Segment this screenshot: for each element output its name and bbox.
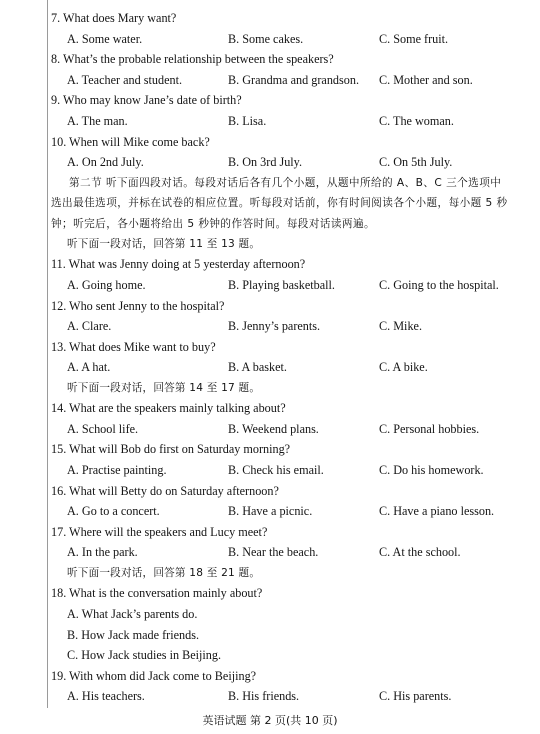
- option-a: A. What Jack’s parents do.: [67, 607, 198, 621]
- options-8: [51, 70, 531, 91]
- question-7: 7. What does Mary want?: [51, 11, 177, 25]
- option-b: B. Grandma and grandson.: [228, 72, 359, 87]
- option-b: B. Have a picnic.: [228, 504, 313, 519]
- left-margin-rule: [47, 0, 48, 708]
- option-a: A. On 2nd July.: [67, 155, 144, 170]
- option-c: C. On 5th July.: [379, 155, 453, 170]
- option-b: B. His friends.: [228, 689, 300, 704]
- question-13: 13. What does Mike want to buy?: [51, 339, 216, 354]
- options-14: [51, 419, 531, 440]
- option-c: C. A bike.: [379, 360, 428, 375]
- options-16: [51, 501, 531, 522]
- option-c: C. Have a piano lesson.: [379, 504, 495, 519]
- question-12: 12. Who sent Jenny to the hospital?: [51, 298, 225, 313]
- option-a: A. Practise painting.: [67, 463, 167, 478]
- section-2-line-2: 选出最佳选项，并标在试卷的相应位置。听每段对话前，你有时间阅读各个小题，每小题 5 秒: [51, 197, 508, 210]
- question-9: 9. Who may know Jane’s date of birth?: [51, 93, 242, 108]
- option-c: C. Going to the hospital.: [379, 277, 499, 292]
- option-b: B. Check his email.: [228, 463, 324, 478]
- option-a: A. School life.: [67, 421, 139, 436]
- option-c: C. The woman.: [379, 113, 454, 128]
- options-15: [51, 460, 531, 481]
- question-14: 14. What are the speakers mainly talking about?: [51, 401, 286, 416]
- options-7: [51, 29, 531, 50]
- option-b: B. Jenny’s parents.: [228, 319, 321, 334]
- option-a: A. In the park.: [67, 545, 138, 560]
- listening-instruction-14-17: 听下面一段对话，回答第 14 至 17 题。: [67, 381, 261, 394]
- option-c: C. At the school.: [379, 545, 461, 560]
- options-17: [51, 542, 531, 563]
- option-a: A. The man.: [67, 113, 128, 128]
- option-c: C. Mother and son.: [379, 72, 473, 87]
- option-c: C. How Jack studies in Beijing.: [67, 648, 222, 663]
- option-c: C. Do his homework.: [379, 463, 484, 478]
- question-18: 18. What is the conversation mainly about?: [51, 586, 263, 601]
- option-b: B. A basket.: [228, 360, 287, 375]
- options-13: [51, 357, 531, 378]
- option-c: C. Mike.: [379, 319, 422, 334]
- option-b: B. Near the beach.: [228, 545, 319, 560]
- page-content: [51, 8, 531, 707]
- option-c: C. Some fruit.: [379, 31, 449, 46]
- option-b: B. Some cakes.: [228, 31, 304, 46]
- section-2-line-1: 第二节 听下面四段对话。每段对话后各有几个小题，从题中所给的 A、B、C 三个选项中: [69, 176, 502, 189]
- option-c: C. Personal hobbies.: [379, 421, 480, 436]
- option-a: A. Going home.: [67, 277, 146, 292]
- option-a: A. Clare.: [67, 319, 112, 334]
- listening-instruction-11-13: 听下面一段对话，回答第 11 至 13 题。: [67, 237, 261, 250]
- question-8: 8. What’s the probable relationship between the speakers?: [51, 52, 334, 67]
- options-19: [51, 686, 531, 707]
- option-b: B. How Jack made friends.: [67, 627, 199, 642]
- question-10: 10. When will Mike come back?: [51, 134, 210, 149]
- option-a: A. Teacher and student.: [67, 72, 183, 87]
- option-b: B. On 3rd July.: [228, 155, 303, 170]
- question-11: 11. What was Jenny doing at 5 yesterday afternoon?: [51, 257, 306, 272]
- question-16: 16. What will Betty do on Saturday afternoon?: [51, 483, 279, 498]
- options-11: [51, 275, 531, 296]
- option-c: C. His parents.: [379, 689, 452, 704]
- option-a: A. A hat.: [67, 360, 111, 375]
- section-2-line-3: 钟；听完后，各小题将给出 5 秒钟的作答时间。每段对话读两遍。: [51, 217, 376, 230]
- question-17: 17. Where will the speakers and Lucy meet?: [51, 524, 268, 539]
- question-19: 19. With whom did Jack come to Beijing?: [51, 668, 257, 683]
- option-a: A. His teachers.: [67, 689, 145, 704]
- option-b: B. Weekend plans.: [228, 421, 319, 436]
- options-9: [51, 111, 531, 132]
- listening-instruction-18-21: 听下面一段对话，回答第 18 至 21 题。: [67, 567, 261, 580]
- option-a: A. Some water.: [67, 31, 143, 46]
- options-10: [51, 152, 531, 173]
- option-b: B. Playing basketball.: [228, 277, 335, 292]
- section-2-instructions: [51, 173, 531, 234]
- question-15: 15. What will Bob do first on Saturday morning?: [51, 442, 291, 457]
- option-b: B. Lisa.: [228, 113, 267, 128]
- page-footer: 英语试题 第 2 页(共 10 页): [202, 714, 338, 727]
- options-12: [51, 316, 531, 337]
- option-a: A. Go to a concert.: [67, 504, 160, 519]
